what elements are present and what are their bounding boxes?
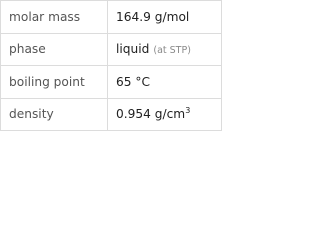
value-text: 65 °C [116, 74, 150, 89]
value-text: liquid [116, 42, 150, 57]
property-value [108, 33, 222, 66]
property-value [108, 66, 222, 99]
property-label: boiling point [1, 66, 108, 99]
property-value [108, 1, 222, 34]
table-row [1, 98, 222, 131]
condition-note: (at STP) [153, 45, 191, 57]
value-text: 0.954 g/cm [116, 107, 186, 122]
property-label: density [1, 98, 108, 131]
properties-table [0, 0, 222, 131]
property-label: molar mass [1, 1, 108, 34]
property-label: phase [1, 33, 108, 66]
table-row [1, 1, 222, 34]
unit-exponent: 3 [185, 106, 191, 116]
value-text: 164.9 g/mol [116, 9, 190, 24]
table-row [1, 33, 222, 66]
table-row [1, 66, 222, 99]
property-value [108, 98, 222, 131]
